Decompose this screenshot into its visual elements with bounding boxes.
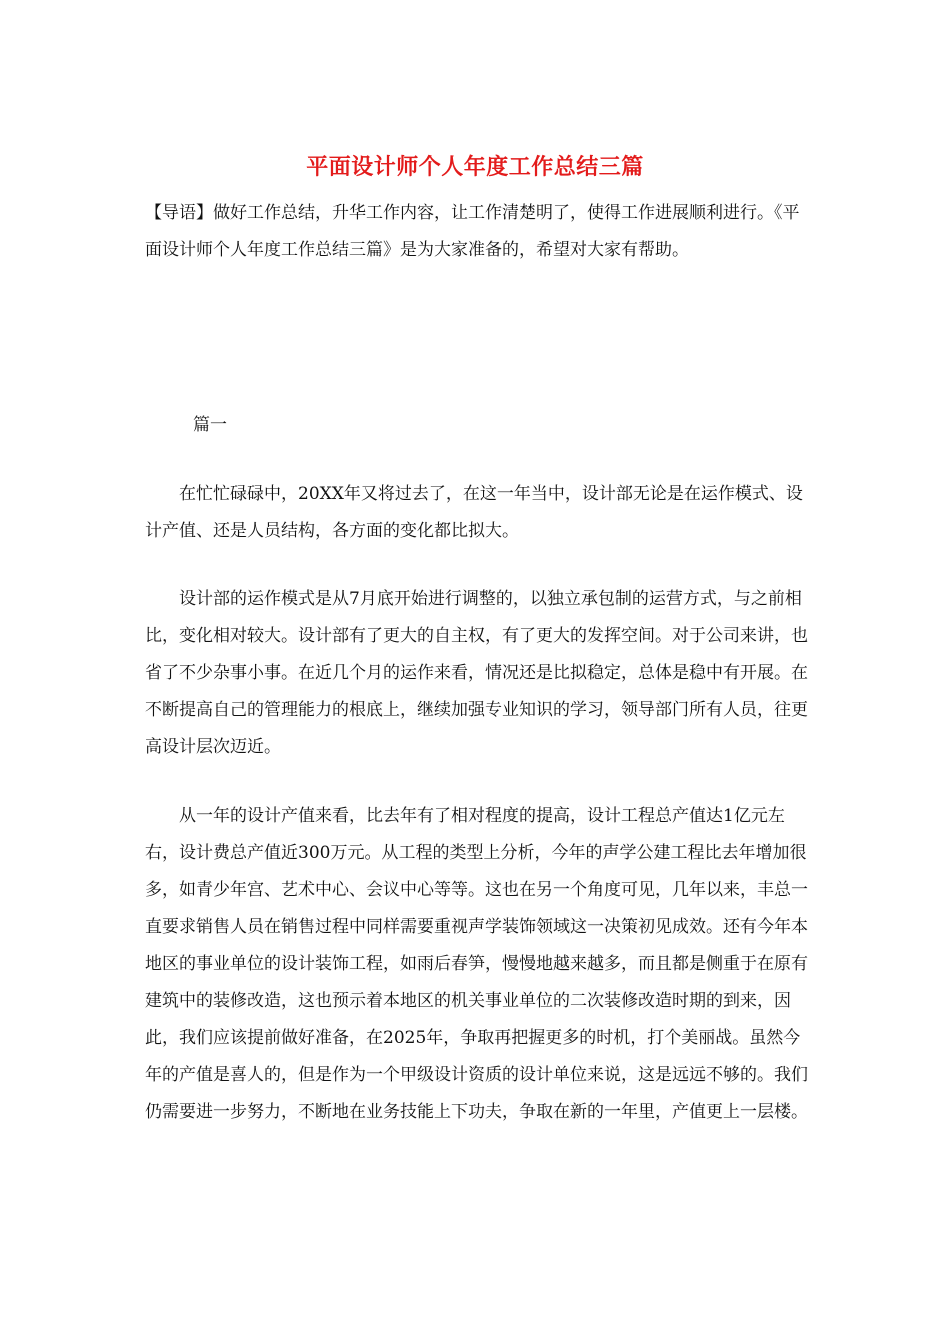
- intro-paragraph: 【导语】做好工作总结，升华工作内容，让工作清楚明了，使得工作进展顺利进行。《平面设计师个人年度工作总结三篇》是为大家准备的，希望对大家有帮助。: [145, 203, 800, 260]
- body-paragraph-2: 设计部的运作模式是从7月底开始进行调整的，以独立承包制的运营方式，与之前相比，变化相对较大。设计部有了更大的自主权，有了更大的发挥空间。对于公司来讲，也省了不少杂事小事。在近几个月的运作来看，情况还是比拟稳定，总体是稳中有开展。在不断提高自己的管理能力的根底上，继续加强专业知识的学习，领导部门所有人员，往更高设计层次迈近。: [145, 589, 808, 757]
- section-heading: 篇一: [193, 415, 227, 435]
- document-title: 平面设计师个人年度工作总结三篇: [306, 154, 644, 180]
- body-paragraph-3: 从一年的设计产值来看，比去年有了相对程度的提高，设计工程总产值达1亿元左右，设计费总产值近300万元。从工程的类型上分析，今年的声学公建工程比去年增加很多，如青少年宫、艺术中心、会议中心等等。这也在另一个角度可见，几年以来，丰总一直要求销售人员在销售过程中同样需要重视声学装饰领域这一决策初见成效。还有今年本地区的事业单位的设计装饰工程，如雨后春笋，慢慢地越来越多，而且都是侧重于在原有建筑中的装修改造，这也预示着本地区的机关事业单位的二次装修改造时期的到来，因此，我们应该提前做好准备，在2025年，争取再把握更多的时机，打个美丽战。虽然今年的产值是喜人的，但是作为一个甲级设计资质的设计单位来说，这是远远不够的。我们仍需要进一步努力，不断地在业务技能上下功夫，争取在新的一年里，产值更上一层楼。: [145, 806, 808, 1122]
- body-paragraph-1: 在忙忙碌碌中，20XX年又将过去了，在这一年当中，设计部无论是在运作模式、设计产值、还是人员结构，各方面的变化都比拟大。: [145, 484, 803, 541]
